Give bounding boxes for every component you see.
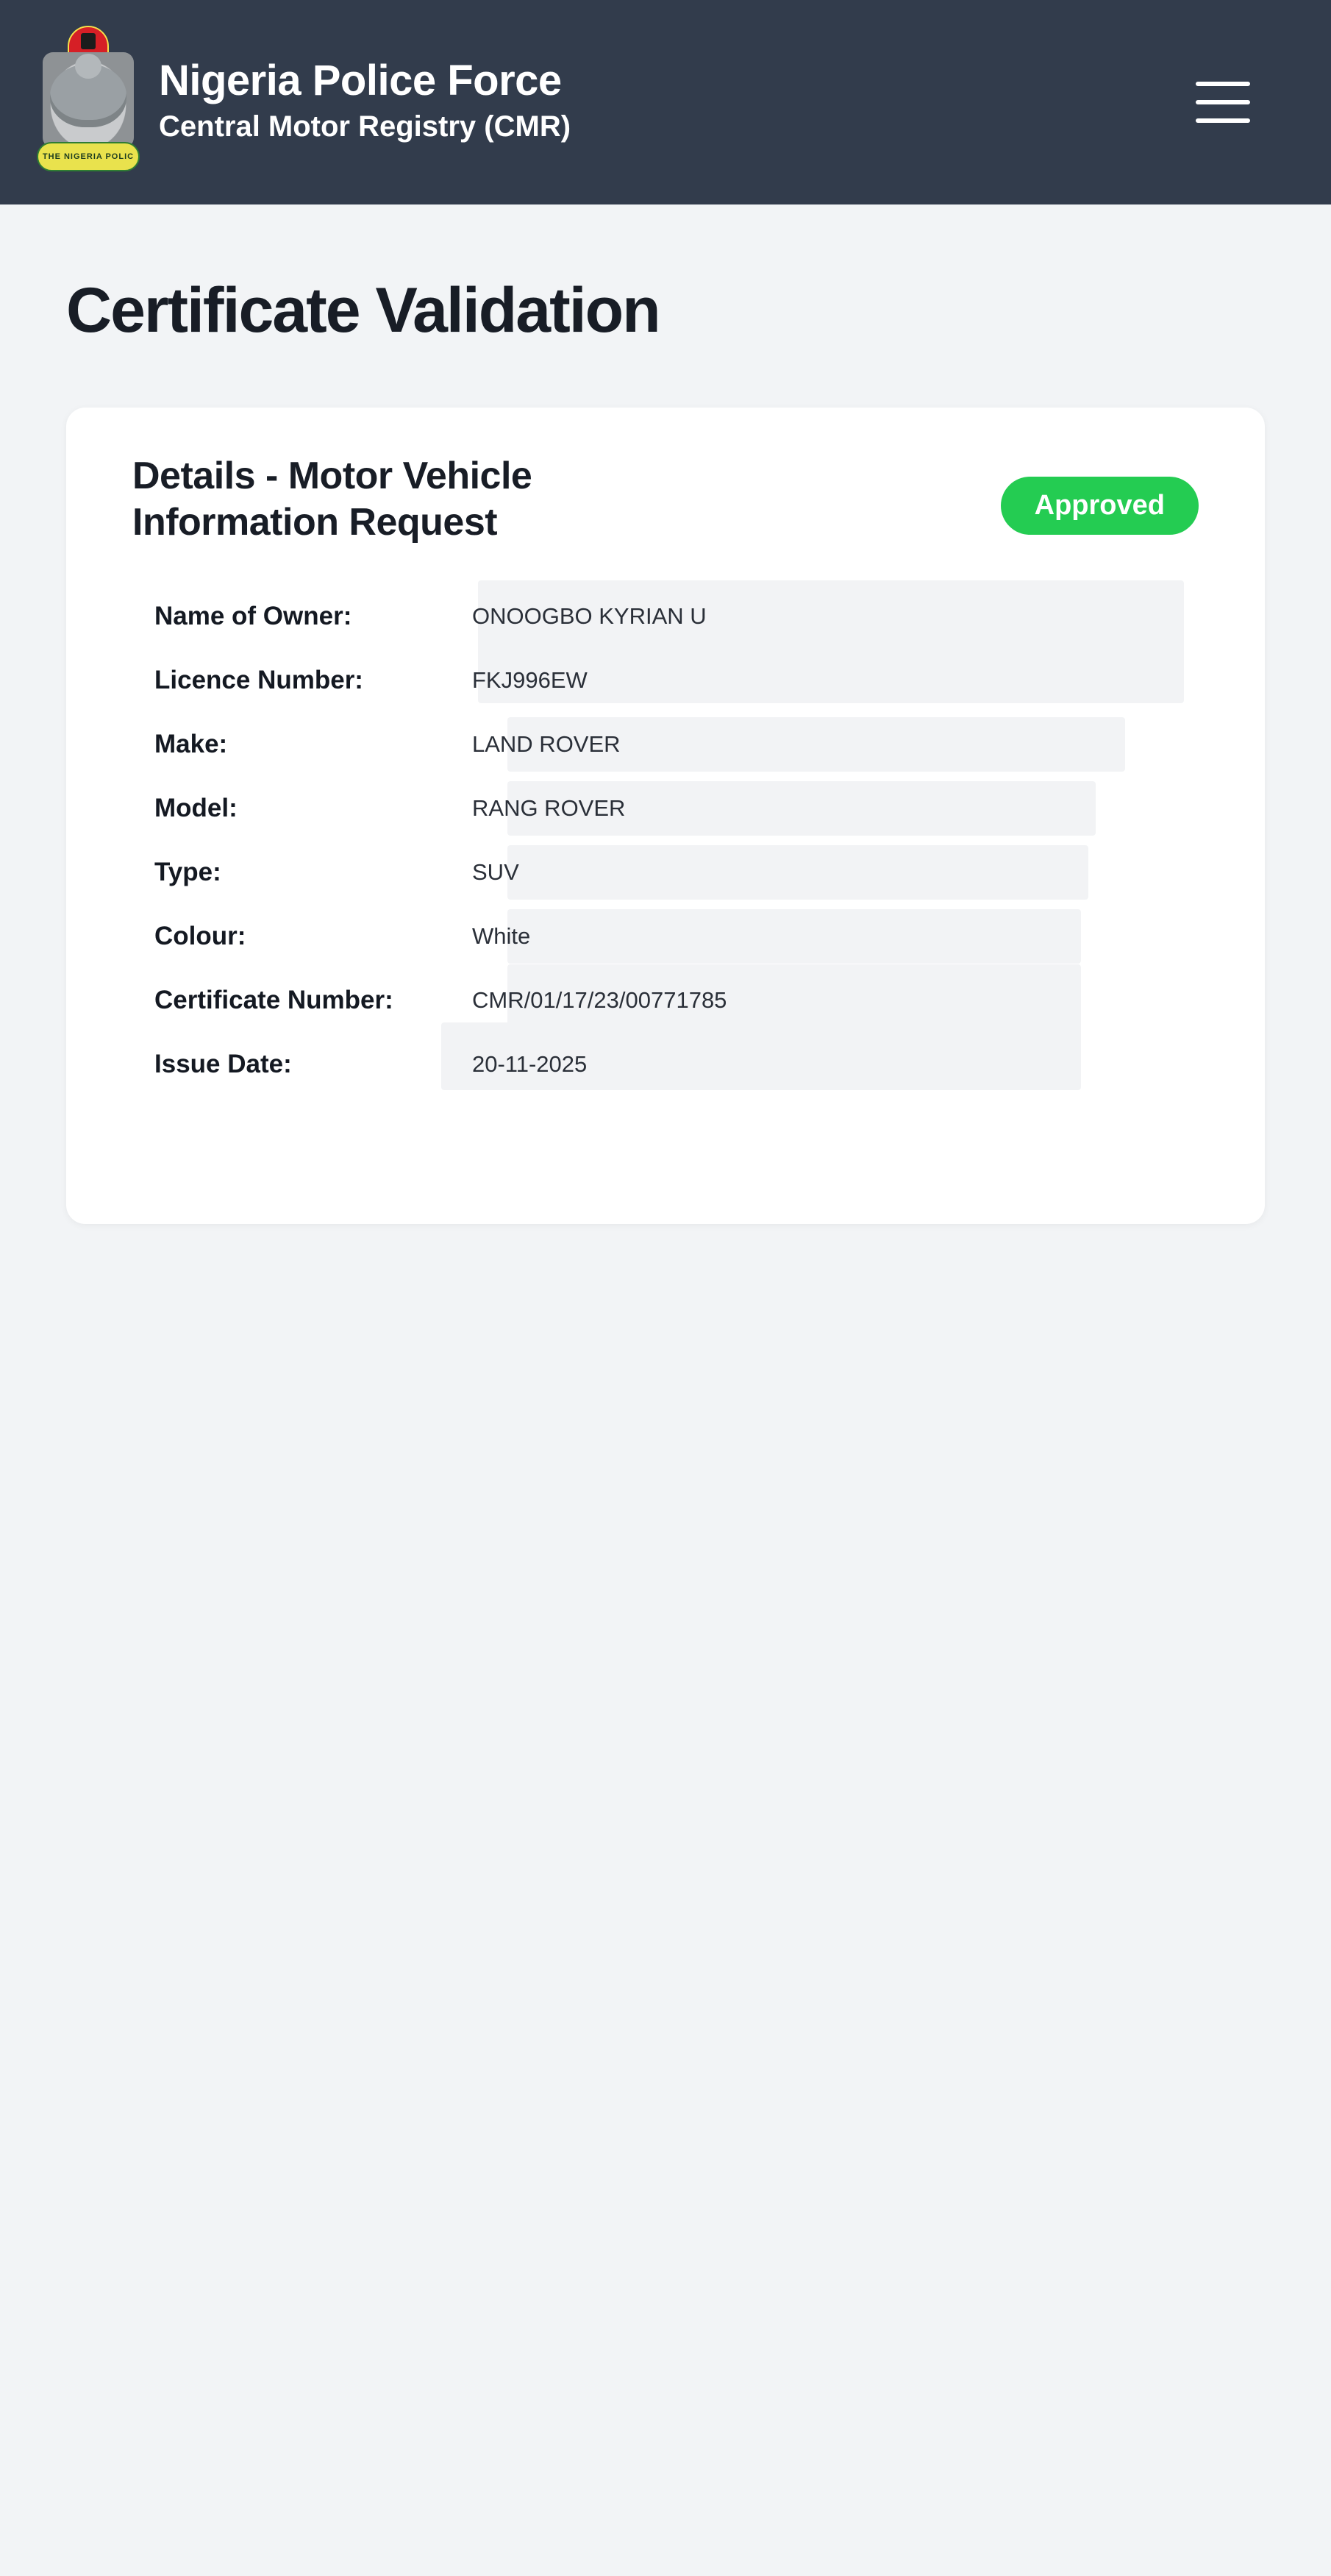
details-list [132,585,1199,1097]
app-title: Nigeria Police Force [159,56,562,104]
brand [37,24,571,180]
detail-row [132,649,1199,713]
detail-value: RANG ROVER [472,795,626,822]
detail-row [132,1033,1199,1097]
detail-label: Certificate Number: [154,986,393,1015]
page-title: Certificate Validation [66,275,660,346]
detail-label: Make: [154,730,228,759]
detail-value: FKJ996EW [472,667,588,694]
card-title: Details - Motor Vehicle Information Request [132,455,532,544]
nigeria-police-crest-icon [37,24,140,180]
detail-label: Model: [154,794,238,823]
card-header [132,453,1199,547]
detail-row [132,841,1199,905]
detail-value: SUV [472,859,519,886]
detail-value: CMR/01/17/23/00771785 [472,987,727,1014]
app-header [0,0,1331,204]
detail-label: Licence Number: [154,666,363,695]
crest-ribbon-label: THE NIGERIA POLIC [42,152,135,161]
app-subtitle: Central Motor Registry (CMR) [159,110,571,143]
detail-value: ONOOGBO KYRIAN U [472,603,707,630]
page-body [0,274,1331,1224]
detail-row [132,905,1199,969]
detail-label: Name of Owner: [154,602,352,631]
detail-value: LAND ROVER [472,731,621,758]
detail-label: Type: [154,858,221,887]
detail-value: 20-11-2025 [472,1051,588,1078]
certificate-details-card [66,408,1265,1224]
status-badge: Approved [1001,477,1199,535]
detail-value: White [472,923,531,950]
detail-label: Colour: [154,922,246,951]
detail-row [132,713,1199,777]
detail-label: Issue Date: [154,1050,292,1079]
detail-row [132,585,1199,649]
hamburger-menu-icon[interactable] [1196,82,1250,123]
detail-row [132,777,1199,841]
